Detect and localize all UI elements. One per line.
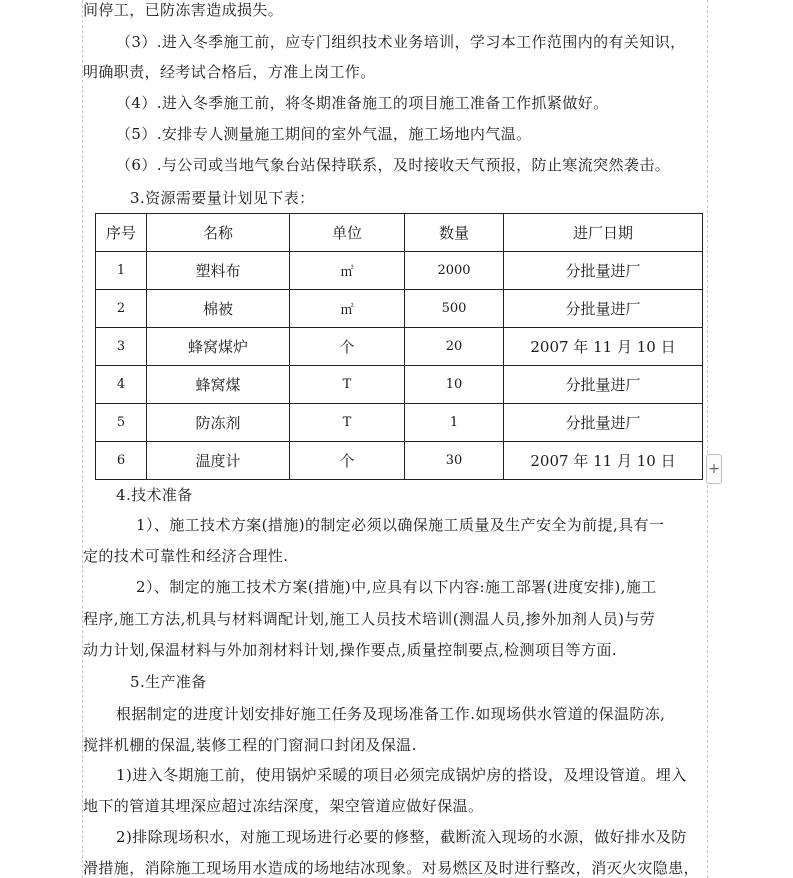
- section-heading: 3.资源需要量计划见下表：: [130, 189, 315, 207]
- table-row: [96, 366, 703, 404]
- paragraph-line: （6）.与公司或当地气象台站保持联系，及时接收天气预报，防止寒流突然袭击。: [116, 156, 671, 174]
- table-cell: 3: [96, 328, 147, 366]
- add-row-button[interactable]: +: [706, 454, 722, 484]
- table-cell: 2: [96, 290, 147, 328]
- table-cell: 蜂窝煤炉: [147, 328, 290, 366]
- header-cell: 数量: [405, 214, 504, 252]
- table-cell: 10: [405, 366, 504, 404]
- resource-table: [95, 213, 703, 480]
- header-cell: 名称: [147, 214, 290, 252]
- table-cell: 6: [96, 442, 147, 480]
- paragraph-line: （4）.进入冬季施工前，将冬期准备施工的项目施工准备工作抓紧做好。: [116, 94, 609, 112]
- paragraph-line: 程序,施工方法,机具与材料调配计划,施工人员技术培训(测温人员,掺外加剂人员)与劳: [83, 610, 656, 628]
- paragraph-line: 2)排除现场积水，对施工现场进行必要的修整，截断流入现场的水源，做好排水及防: [116, 828, 687, 846]
- paragraph-line: 间停工，已防冻害造成损失。: [83, 1, 284, 19]
- paragraph-line: 1)进入冬期施工前，使用锅炉采暖的项目必须完成锅炉房的搭设，及埋设管道。埋入: [116, 766, 687, 784]
- table-cell: ㎡: [290, 252, 405, 290]
- header-cell: 进厂日期: [504, 214, 703, 252]
- table-cell: 塑料布: [147, 252, 290, 290]
- paragraph-line: （3）.进入冬季施工前，应专门组织技术业务培训，学习本工作范围内的有关知识，: [116, 33, 686, 51]
- table-cell: 棉被: [147, 290, 290, 328]
- table-cell: 1: [96, 252, 147, 290]
- table-cell: 分批量进厂: [504, 290, 703, 328]
- table-cell: 分批量进厂: [504, 252, 703, 290]
- paragraph-line: 滑措施，消除施工现场用水造成的场地结冰现象。对易燃区及时进行整改，消灭火灾隐患，: [83, 859, 700, 877]
- paragraph-line: 2）、制定的施工技术方案(措施)中,应具有以下内容:施工部署(进度安排),施工: [136, 578, 657, 596]
- table-cell: 4: [96, 366, 147, 404]
- table-cell: 温度计: [147, 442, 290, 480]
- section-heading: 5.生产准备: [130, 673, 207, 691]
- paragraph-line: 动力计划,保温材料与外加剂材料计划,操作要点,质量控制要点,检测项目等方面.: [83, 641, 618, 659]
- table-cell: ㎡: [290, 290, 405, 328]
- paragraph-line: （5）.安排专人测量施工期间的室外气温，施工场地内气温。: [116, 125, 532, 143]
- table-cell: T: [290, 366, 405, 404]
- table-cell: 2007 年 11 月 10 日: [504, 442, 703, 480]
- table-cell: 个: [290, 328, 405, 366]
- table-row: [96, 442, 703, 480]
- header-cell: 序号: [96, 214, 147, 252]
- section-heading: 4.技术准备: [116, 486, 193, 504]
- table-row: [96, 252, 703, 290]
- paragraph-line: 根据制定的进度计划安排好施工任务及现场准备工作.如现场供水管道的保温防冻,: [116, 705, 666, 723]
- table-header-row: [96, 214, 703, 252]
- paragraph-line: 1）、施工技术方案(措施)的制定必须以确保施工质量及生产安全为前提,具有一: [136, 516, 665, 534]
- table-cell: 分批量进厂: [504, 366, 703, 404]
- table-cell: 20: [405, 328, 504, 366]
- table-row: [96, 404, 703, 442]
- paragraph-line: 地下的管道其埋深应超过冻结深度，架空管道应做好保温。: [83, 797, 484, 815]
- table-cell: 个: [290, 442, 405, 480]
- paragraph-line: 定的技术可靠性和经济合理性.: [83, 547, 289, 565]
- table-cell: 1: [405, 404, 504, 442]
- right-margin-guide: [707, 0, 708, 878]
- table-cell: 2007 年 11 月 10 日: [504, 328, 703, 366]
- table-cell: 500: [405, 290, 504, 328]
- table-cell: T: [290, 404, 405, 442]
- table-row: [96, 290, 703, 328]
- paragraph-line: 明确职责，经考试合格后，方准上岗工作。: [83, 63, 376, 81]
- header-cell: 单位: [290, 214, 405, 252]
- table-cell: 分批量进厂: [504, 404, 703, 442]
- table-row: [96, 328, 703, 366]
- table-cell: 2000: [405, 252, 504, 290]
- table-cell: 30: [405, 442, 504, 480]
- paragraph-line: 搅拌机棚的保温,装修工程的门窗洞口封闭及保温.: [83, 736, 417, 754]
- table-cell: 蜂窝煤: [147, 366, 290, 404]
- table-cell: 防冻剂: [147, 404, 290, 442]
- table-cell: 5: [96, 404, 147, 442]
